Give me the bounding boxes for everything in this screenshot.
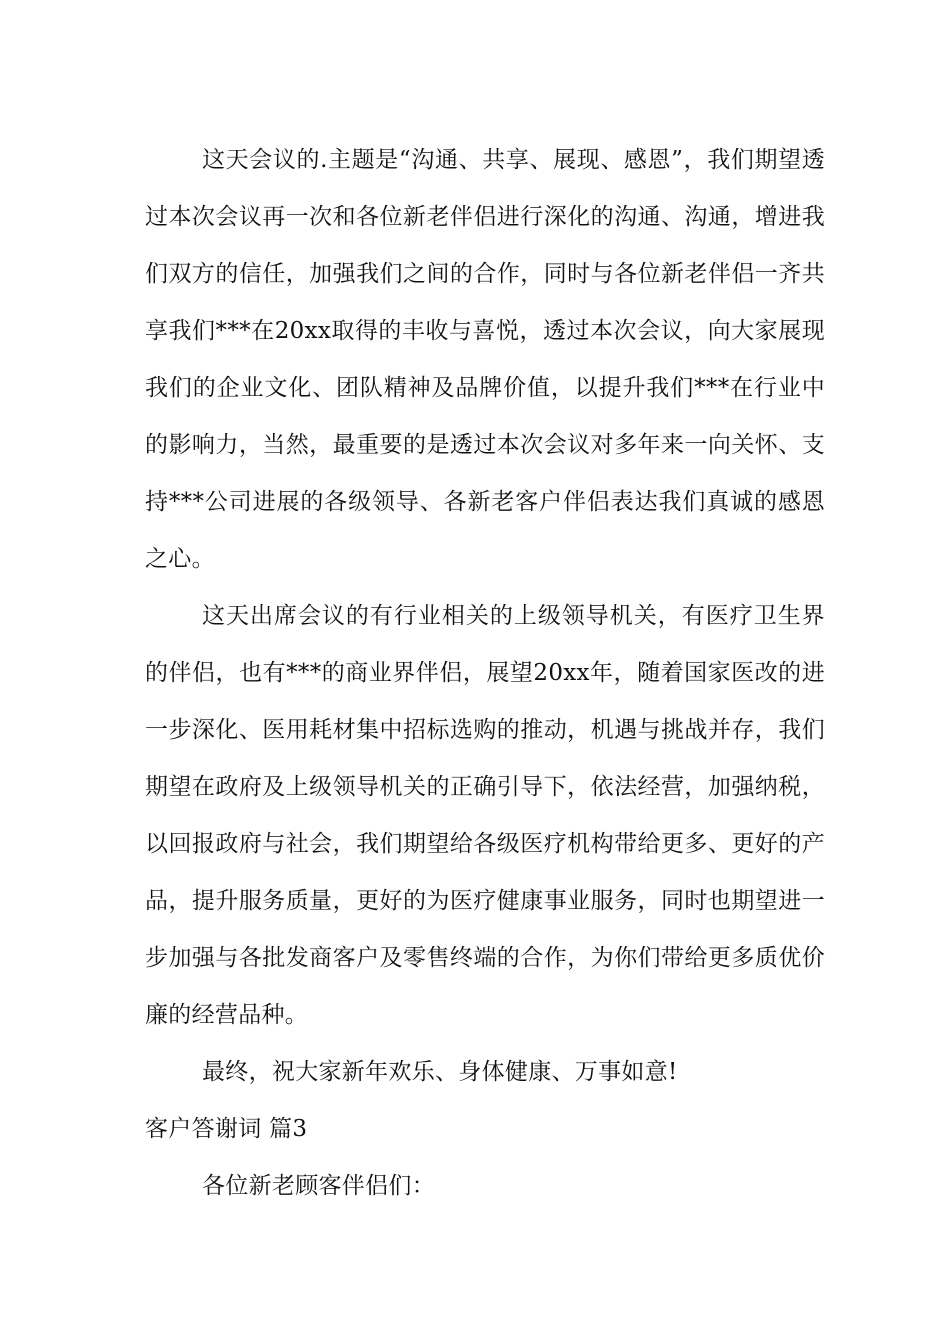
paragraph-attendees-outlook: 这天出席会议的有行业相关的上级领导机关，有医疗卫生界的伴侣，也有***的商业界伴侣，展望20xx年，随着国家医改的进一步深化、医用耗材集中招标选购的推动，机遇与挑战并存，我们期望在政府及上级领导机关的正确引导下，依法经营，加强纳税，以回报政府与社会，我们期望给各级医疗机构带给更多、更好的产品，提升服务质量，更好的为医疗健康事业服务，同时也期望进一步加强与各批发商客户及零售终端的合作，为你们带给更多质优价廉的经营品种。 bbox=[145, 603, 825, 1028]
greeting-line: 各位新老顾客伴侣们： bbox=[202, 1173, 435, 1199]
document-body bbox=[145, 132, 825, 1215]
paragraph-closing-wishes: 最终，祝大家新年欢乐、身体健康、万事如意! bbox=[202, 1059, 678, 1085]
paragraph-meeting-theme: 这天会议的.主题是“沟通、共享、展现、感恩”，我们期望透过本次会议再一次和各位新老伴侣进行深化的沟通、沟通，增进我们双方的信任，加强我们之间的合作，同时与各位新老伴侣一齐共享我们***在20xx取得的丰收与喜悦，透过本次会议，向大家展现我们的企业文化、团队精神及品牌价值，以提升我们***在行业中的影响力，当然，最重要的是透过本次会议对多年来一向关怀、支持***公司进展的各级领导、各新老客户伴侣表达我们真诚的感恩之心。 bbox=[145, 147, 825, 572]
section-heading: 客户答谢词 篇3 bbox=[145, 1116, 308, 1142]
